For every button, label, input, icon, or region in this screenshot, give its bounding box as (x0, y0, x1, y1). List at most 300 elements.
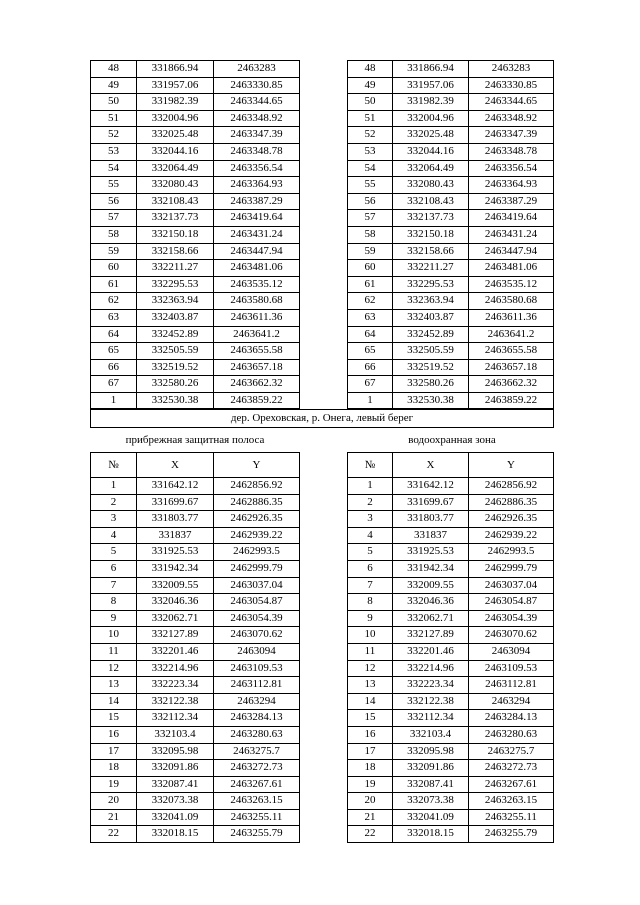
x-coordinate-cell: 332150.18 (392, 226, 468, 243)
y-coordinate-cell: 2463535.12 (214, 276, 300, 293)
table-row (348, 376, 554, 393)
y-coordinate-cell: 2463655.58 (469, 343, 554, 360)
y-coordinate-cell: 2463348.92 (214, 110, 300, 127)
table-row (91, 610, 300, 627)
table-row (91, 494, 300, 511)
y-coordinate-cell: 2463094 (469, 643, 554, 660)
table-row (348, 527, 554, 544)
y-coordinate-cell: 2462886.35 (469, 494, 554, 511)
y-coordinate-cell: 2463283 (469, 61, 554, 78)
top-right-coordinates-table (347, 60, 554, 409)
point-number-cell: 18 (91, 760, 137, 777)
point-number-cell: 62 (91, 293, 137, 310)
point-number-cell: 3 (348, 511, 393, 528)
point-number-cell: 65 (91, 343, 137, 360)
y-coordinate-cell: 2463611.36 (214, 309, 300, 326)
x-coordinate-cell: 332122.38 (392, 693, 468, 710)
point-number-cell: 56 (91, 193, 137, 210)
point-number-cell: 67 (348, 376, 393, 393)
x-coordinate-cell: 332295.53 (137, 276, 214, 293)
x-coordinate-cell: 332095.98 (392, 743, 468, 760)
x-coordinate-cell: 331642.12 (137, 478, 214, 495)
x-coordinate-cell: 332122.38 (137, 693, 214, 710)
y-coordinate-cell: 2463662.32 (469, 376, 554, 393)
x-coordinate-cell: 332108.43 (137, 193, 214, 210)
table-row (91, 309, 300, 326)
x-coordinate-cell: 332112.34 (137, 710, 214, 727)
y-coordinate-cell: 2463094 (214, 643, 300, 660)
point-number-cell: 21 (91, 809, 137, 826)
x-coordinate-cell: 332025.48 (392, 127, 468, 144)
column-header: № (348, 453, 393, 478)
y-coordinate-cell: 2463364.93 (214, 177, 300, 194)
point-number-cell: 9 (91, 610, 137, 627)
table-row (91, 260, 300, 277)
y-coordinate-cell: 2463387.29 (469, 193, 554, 210)
y-coordinate-cell: 2463348.78 (469, 143, 554, 160)
point-number-cell: 18 (348, 760, 393, 777)
x-coordinate-cell: 331982.39 (392, 94, 468, 111)
x-coordinate-cell: 332073.38 (392, 793, 468, 810)
table-row (348, 226, 554, 243)
y-coordinate-cell: 2463348.78 (214, 143, 300, 160)
x-coordinate-cell: 332018.15 (137, 826, 214, 843)
x-coordinate-cell: 332505.59 (392, 343, 468, 360)
table-row (348, 643, 554, 660)
table-row (348, 726, 554, 743)
table-row (91, 226, 300, 243)
point-number-cell: 13 (348, 677, 393, 694)
point-number-cell: 14 (91, 693, 137, 710)
table-row (91, 693, 300, 710)
x-coordinate-cell: 332103.4 (392, 726, 468, 743)
x-coordinate-cell: 332530.38 (392, 392, 468, 409)
point-number-cell: 12 (348, 660, 393, 677)
y-coordinate-cell: 2463054.39 (469, 610, 554, 627)
x-coordinate-cell: 332080.43 (392, 177, 468, 194)
y-coordinate-cell: 2463481.06 (214, 260, 300, 277)
point-number-cell: 7 (348, 577, 393, 594)
y-coordinate-cell: 2462926.35 (469, 511, 554, 528)
table-row (348, 210, 554, 227)
table-row (91, 343, 300, 360)
table-row (348, 793, 554, 810)
table-row (91, 392, 300, 409)
x-coordinate-cell: 331837 (392, 527, 468, 544)
table-row (91, 560, 300, 577)
point-number-cell: 59 (348, 243, 393, 260)
table-row (91, 293, 300, 310)
table-row (91, 511, 300, 528)
x-coordinate-cell: 332580.26 (392, 376, 468, 393)
table-row (348, 627, 554, 644)
point-number-cell: 55 (91, 177, 137, 194)
table-row (348, 809, 554, 826)
table-row (348, 61, 554, 78)
point-number-cell: 19 (91, 776, 137, 793)
x-coordinate-cell: 332044.16 (392, 143, 468, 160)
point-number-cell: 19 (348, 776, 393, 793)
x-coordinate-cell: 332214.96 (137, 660, 214, 677)
table-row (91, 160, 300, 177)
point-number-cell: 63 (91, 309, 137, 326)
top-left-coordinates-table (90, 60, 300, 409)
table-row (348, 260, 554, 277)
point-number-cell: 61 (91, 276, 137, 293)
y-coordinate-cell: 2463037.04 (469, 577, 554, 594)
table-row (348, 693, 554, 710)
table-row (91, 544, 300, 561)
point-number-cell: 10 (348, 627, 393, 644)
point-number-cell: 3 (91, 511, 137, 528)
x-coordinate-cell: 331942.34 (392, 560, 468, 577)
point-number-cell: 61 (348, 276, 393, 293)
y-coordinate-cell: 2463037.04 (214, 577, 300, 594)
y-coordinate-cell: 2463294 (469, 693, 554, 710)
table-row (91, 61, 300, 78)
y-coordinate-cell: 2463054.87 (214, 594, 300, 611)
point-number-cell: 48 (348, 61, 393, 78)
x-coordinate-cell: 331925.53 (137, 544, 214, 561)
point-number-cell: 1 (348, 478, 393, 495)
x-coordinate-cell: 332158.66 (392, 243, 468, 260)
table-row (91, 527, 300, 544)
y-coordinate-cell: 2463109.53 (469, 660, 554, 677)
point-number-cell: 53 (348, 143, 393, 160)
y-coordinate-cell: 2463272.73 (214, 760, 300, 777)
x-coordinate-cell: 332211.27 (137, 260, 214, 277)
point-number-cell: 49 (348, 77, 393, 94)
point-number-cell: 66 (91, 359, 137, 376)
x-coordinate-cell: 332363.94 (137, 293, 214, 310)
table-row (91, 726, 300, 743)
x-coordinate-cell: 332004.96 (392, 110, 468, 127)
x-coordinate-cell: 332127.89 (137, 627, 214, 644)
x-coordinate-cell: 331699.67 (137, 494, 214, 511)
point-number-cell: 2 (348, 494, 393, 511)
table-row (91, 660, 300, 677)
point-number-cell: 50 (348, 94, 393, 111)
column-header: X (137, 453, 214, 478)
x-coordinate-cell: 332080.43 (137, 177, 214, 194)
y-coordinate-cell: 2462939.22 (469, 527, 554, 544)
point-number-cell: 16 (348, 726, 393, 743)
x-coordinate-cell: 332091.86 (137, 760, 214, 777)
point-number-cell: 1 (91, 478, 137, 495)
x-coordinate-cell: 332041.09 (392, 809, 468, 826)
x-coordinate-cell: 331957.06 (137, 77, 214, 94)
table-row (91, 243, 300, 260)
y-coordinate-cell: 2462856.92 (214, 478, 300, 495)
point-number-cell: 9 (348, 610, 393, 627)
y-coordinate-cell: 2463641.2 (469, 326, 554, 343)
column-header: Y (214, 453, 300, 478)
point-number-cell: 13 (91, 677, 137, 694)
y-coordinate-cell: 2463255.11 (469, 809, 554, 826)
x-coordinate-cell: 331866.94 (137, 61, 214, 78)
point-number-cell: 4 (348, 527, 393, 544)
y-coordinate-cell: 2462856.92 (469, 478, 554, 495)
y-coordinate-cell: 2463387.29 (214, 193, 300, 210)
table-row (348, 193, 554, 210)
y-coordinate-cell: 2463294 (214, 693, 300, 710)
y-coordinate-cell: 2462993.5 (469, 544, 554, 561)
x-coordinate-cell: 332505.59 (137, 343, 214, 360)
x-coordinate-cell: 332201.46 (137, 643, 214, 660)
point-number-cell: 52 (91, 127, 137, 144)
table-row (348, 110, 554, 127)
y-coordinate-cell: 2463657.18 (214, 359, 300, 376)
y-coordinate-cell: 2463330.85 (214, 77, 300, 94)
x-coordinate-cell: 332046.36 (392, 594, 468, 611)
point-number-cell: 66 (348, 359, 393, 376)
x-coordinate-cell: 332158.66 (137, 243, 214, 260)
table-row (348, 392, 554, 409)
table-row (348, 560, 554, 577)
x-coordinate-cell: 332009.55 (392, 577, 468, 594)
x-coordinate-cell: 331982.39 (137, 94, 214, 111)
point-number-cell: 53 (91, 143, 137, 160)
y-coordinate-cell: 2462999.79 (214, 560, 300, 577)
y-coordinate-cell: 2463255.79 (214, 826, 300, 843)
y-coordinate-cell: 2463054.39 (214, 610, 300, 627)
y-coordinate-cell: 2462886.35 (214, 494, 300, 511)
table-row (91, 143, 300, 160)
point-number-cell: 54 (91, 160, 137, 177)
table-row (348, 826, 554, 843)
y-coordinate-cell: 2463641.2 (214, 326, 300, 343)
point-number-cell: 6 (91, 560, 137, 577)
y-coordinate-cell: 2463611.36 (469, 309, 554, 326)
y-coordinate-cell: 2463267.61 (469, 776, 554, 793)
y-coordinate-cell: 2463356.54 (469, 160, 554, 177)
table-row (91, 193, 300, 210)
column-header: X (392, 453, 468, 478)
table-row (91, 776, 300, 793)
table-row (91, 359, 300, 376)
table-row (348, 677, 554, 694)
x-coordinate-cell: 332087.41 (137, 776, 214, 793)
y-coordinate-cell: 2463109.53 (214, 660, 300, 677)
point-number-cell: 50 (91, 94, 137, 111)
y-coordinate-cell: 2463275.7 (214, 743, 300, 760)
point-number-cell: 1 (91, 392, 137, 409)
point-number-cell: 60 (91, 260, 137, 277)
table-row (348, 77, 554, 94)
table-row (348, 494, 554, 511)
table-row (91, 710, 300, 727)
point-number-cell: 63 (348, 309, 393, 326)
bottom-left-coordinates-table (90, 452, 300, 843)
point-number-cell: 15 (91, 710, 137, 727)
y-coordinate-cell: 2463364.93 (469, 177, 554, 194)
table-row (91, 177, 300, 194)
table-row (91, 760, 300, 777)
y-coordinate-cell: 2463112.81 (214, 677, 300, 694)
y-coordinate-cell: 2462926.35 (214, 511, 300, 528)
x-coordinate-cell: 332295.53 (392, 276, 468, 293)
x-coordinate-cell: 332064.49 (137, 160, 214, 177)
point-number-cell: 17 (348, 743, 393, 760)
x-coordinate-cell: 332062.71 (137, 610, 214, 627)
point-number-cell: 16 (91, 726, 137, 743)
x-coordinate-cell: 332150.18 (137, 226, 214, 243)
y-coordinate-cell: 2463267.61 (214, 776, 300, 793)
y-coordinate-cell: 2463263.15 (214, 793, 300, 810)
table-row (91, 677, 300, 694)
right-subtitle: водоохранная зона (408, 434, 496, 446)
header-row (91, 453, 300, 478)
point-number-cell: 57 (348, 210, 393, 227)
y-coordinate-cell: 2463272.73 (469, 760, 554, 777)
table-row (348, 760, 554, 777)
table-row (348, 143, 554, 160)
table-row (91, 643, 300, 660)
point-number-cell: 60 (348, 260, 393, 277)
point-number-cell: 64 (91, 326, 137, 343)
y-coordinate-cell: 2463447.94 (469, 243, 554, 260)
point-number-cell: 8 (348, 594, 393, 611)
table-row (91, 110, 300, 127)
table-row (348, 293, 554, 310)
y-coordinate-cell: 2463284.13 (469, 710, 554, 727)
table-row (348, 177, 554, 194)
table-row (348, 94, 554, 111)
x-coordinate-cell: 332201.46 (392, 643, 468, 660)
point-number-cell: 2 (91, 494, 137, 511)
table-row (91, 793, 300, 810)
table-row (91, 276, 300, 293)
point-number-cell: 51 (91, 110, 137, 127)
x-coordinate-cell: 331942.34 (137, 560, 214, 577)
y-coordinate-cell: 2463419.64 (214, 210, 300, 227)
point-number-cell: 22 (348, 826, 393, 843)
point-number-cell: 11 (91, 643, 137, 660)
y-coordinate-cell: 2463447.94 (214, 243, 300, 260)
point-number-cell: 4 (91, 527, 137, 544)
x-coordinate-cell: 332452.89 (392, 326, 468, 343)
x-coordinate-cell: 332009.55 (137, 577, 214, 594)
x-coordinate-cell: 332137.73 (392, 210, 468, 227)
y-coordinate-cell: 2463347.39 (214, 127, 300, 144)
x-coordinate-cell: 331837 (137, 527, 214, 544)
table-row (348, 577, 554, 594)
point-number-cell: 48 (91, 61, 137, 78)
x-coordinate-cell: 332452.89 (137, 326, 214, 343)
table-row (348, 326, 554, 343)
y-coordinate-cell: 2463657.18 (469, 359, 554, 376)
y-coordinate-cell: 2463255.79 (469, 826, 554, 843)
point-number-cell: 62 (348, 293, 393, 310)
x-coordinate-cell: 332127.89 (392, 627, 468, 644)
x-coordinate-cell: 332223.34 (137, 677, 214, 694)
point-number-cell: 14 (348, 693, 393, 710)
column-header: № (91, 453, 137, 478)
table-row (348, 594, 554, 611)
x-coordinate-cell: 332580.26 (137, 376, 214, 393)
y-coordinate-cell: 2463280.63 (469, 726, 554, 743)
x-coordinate-cell: 332137.73 (137, 210, 214, 227)
point-number-cell: 5 (91, 544, 137, 561)
x-coordinate-cell: 332403.87 (137, 309, 214, 326)
table-row (348, 478, 554, 495)
x-coordinate-cell: 332041.09 (137, 809, 214, 826)
x-coordinate-cell: 331803.77 (392, 511, 468, 528)
y-coordinate-cell: 2463070.62 (214, 627, 300, 644)
table-row (348, 127, 554, 144)
x-coordinate-cell: 331925.53 (392, 544, 468, 561)
x-coordinate-cell: 331642.12 (392, 478, 468, 495)
y-coordinate-cell: 2463655.58 (214, 343, 300, 360)
point-number-cell: 17 (91, 743, 137, 760)
table-row (91, 94, 300, 111)
x-coordinate-cell: 332062.71 (392, 610, 468, 627)
x-coordinate-cell: 332087.41 (392, 776, 468, 793)
point-number-cell: 1 (348, 392, 393, 409)
point-number-cell: 10 (91, 627, 137, 644)
point-number-cell: 59 (91, 243, 137, 260)
point-number-cell: 20 (348, 793, 393, 810)
table-row (91, 809, 300, 826)
point-number-cell: 15 (348, 710, 393, 727)
table-row (348, 544, 554, 561)
column-header: Y (469, 453, 554, 478)
y-coordinate-cell: 2463330.85 (469, 77, 554, 94)
y-coordinate-cell: 2463283 (214, 61, 300, 78)
y-coordinate-cell: 2463535.12 (469, 276, 554, 293)
y-coordinate-cell: 2463859.22 (214, 392, 300, 409)
table-row (348, 511, 554, 528)
y-coordinate-cell: 2463356.54 (214, 160, 300, 177)
table-row (348, 309, 554, 326)
x-coordinate-cell: 332018.15 (392, 826, 468, 843)
point-number-cell: 56 (348, 193, 393, 210)
y-coordinate-cell: 2463263.15 (469, 793, 554, 810)
y-coordinate-cell: 2463070.62 (469, 627, 554, 644)
section-title: дер. Ореховская, р. Онега, левый берег (90, 409, 554, 428)
table-row (348, 743, 554, 760)
point-number-cell: 11 (348, 643, 393, 660)
x-coordinate-cell: 332046.36 (137, 594, 214, 611)
x-coordinate-cell: 332103.4 (137, 726, 214, 743)
x-coordinate-cell: 332095.98 (137, 743, 214, 760)
x-coordinate-cell: 332044.16 (137, 143, 214, 160)
y-coordinate-cell: 2463859.22 (469, 392, 554, 409)
point-number-cell: 22 (91, 826, 137, 843)
table-row (91, 478, 300, 495)
table-row (348, 610, 554, 627)
table-row (348, 710, 554, 727)
x-coordinate-cell: 331866.94 (392, 61, 468, 78)
point-number-cell: 12 (91, 660, 137, 677)
x-coordinate-cell: 332519.52 (392, 359, 468, 376)
y-coordinate-cell: 2462993.5 (214, 544, 300, 561)
y-coordinate-cell: 2463344.65 (469, 94, 554, 111)
point-number-cell: 55 (348, 177, 393, 194)
x-coordinate-cell: 332112.34 (392, 710, 468, 727)
x-coordinate-cell: 332064.49 (392, 160, 468, 177)
x-coordinate-cell: 332214.96 (392, 660, 468, 677)
y-coordinate-cell: 2463580.68 (469, 293, 554, 310)
point-number-cell: 67 (91, 376, 137, 393)
point-number-cell: 49 (91, 77, 137, 94)
y-coordinate-cell: 2463054.87 (469, 594, 554, 611)
point-number-cell: 20 (91, 793, 137, 810)
x-coordinate-cell: 332363.94 (392, 293, 468, 310)
table-row (91, 743, 300, 760)
point-number-cell: 54 (348, 160, 393, 177)
y-coordinate-cell: 2463275.7 (469, 743, 554, 760)
